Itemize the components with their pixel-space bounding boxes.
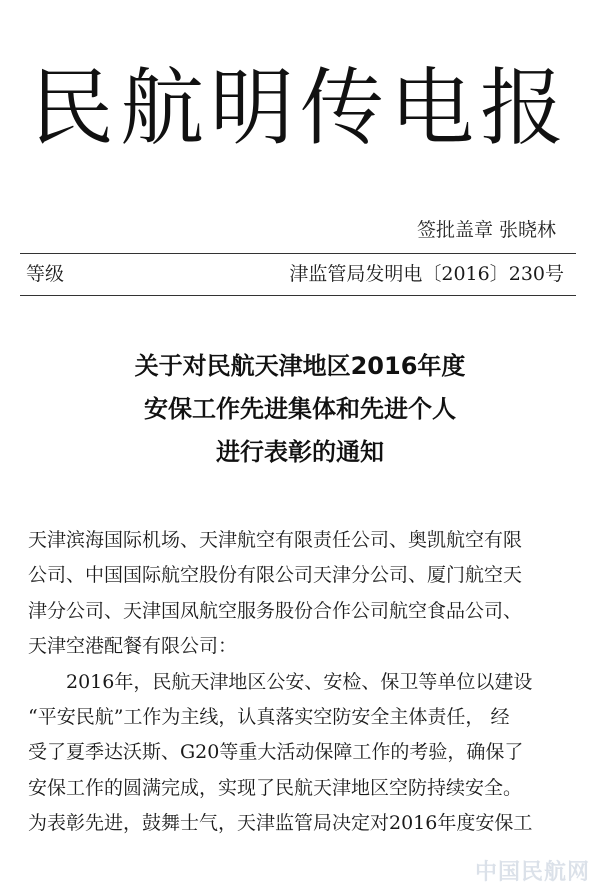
body-line: 天津空港配餐有限公司： <box>28 635 238 658</box>
title-line: 进行表彰的通知 <box>216 438 384 466</box>
masthead-title: 民航明传电报 <box>29 59 570 157</box>
header-divider-bottom <box>20 295 576 296</box>
body-line: 2016年，民航天津地区公安、安检、保卫等单位以建设 <box>66 670 533 693</box>
document-number: 津监管局发明电〔2016〕230号 <box>289 263 564 285</box>
body-line: “平安民航”工作为主线，认真落实空防安全主体责任， 经 <box>28 705 510 728</box>
signer-line: 签批盖章 张晓林 <box>416 219 556 241</box>
title-line: 安保工作先进集体和先进个人 <box>144 395 456 423</box>
header-divider-top <box>20 253 576 254</box>
site-watermark: 中国民航网 <box>474 860 590 885</box>
title-line: 关于对民航天津地区2016年度 <box>134 352 466 380</box>
body-line: 安保工作的圆满完成，实现了民航天津地区空防持续安全。 <box>28 776 523 799</box>
notice-title <box>0 345 600 474</box>
body-line: 天津滨海国际机场、天津航空有限责任公司、奥凯航空有限 <box>28 529 523 551</box>
body-line: 公司、中国国际航空股份有限公司天津分公司、厦门航空天 <box>28 564 523 587</box>
body-line: 为表彰先进，鼓舞士气，天津监管局决定对2016年度安保工 <box>28 812 533 835</box>
body-line: 津分公司、天津国凤航空服务股份合作公司航空食品公司、 <box>28 599 523 622</box>
grade-label: 等级 <box>26 263 65 285</box>
notice-body <box>28 523 578 842</box>
body-line: 受了夏季达沃斯、G20等重大活动保障工作的考验，确保了 <box>28 741 524 764</box>
